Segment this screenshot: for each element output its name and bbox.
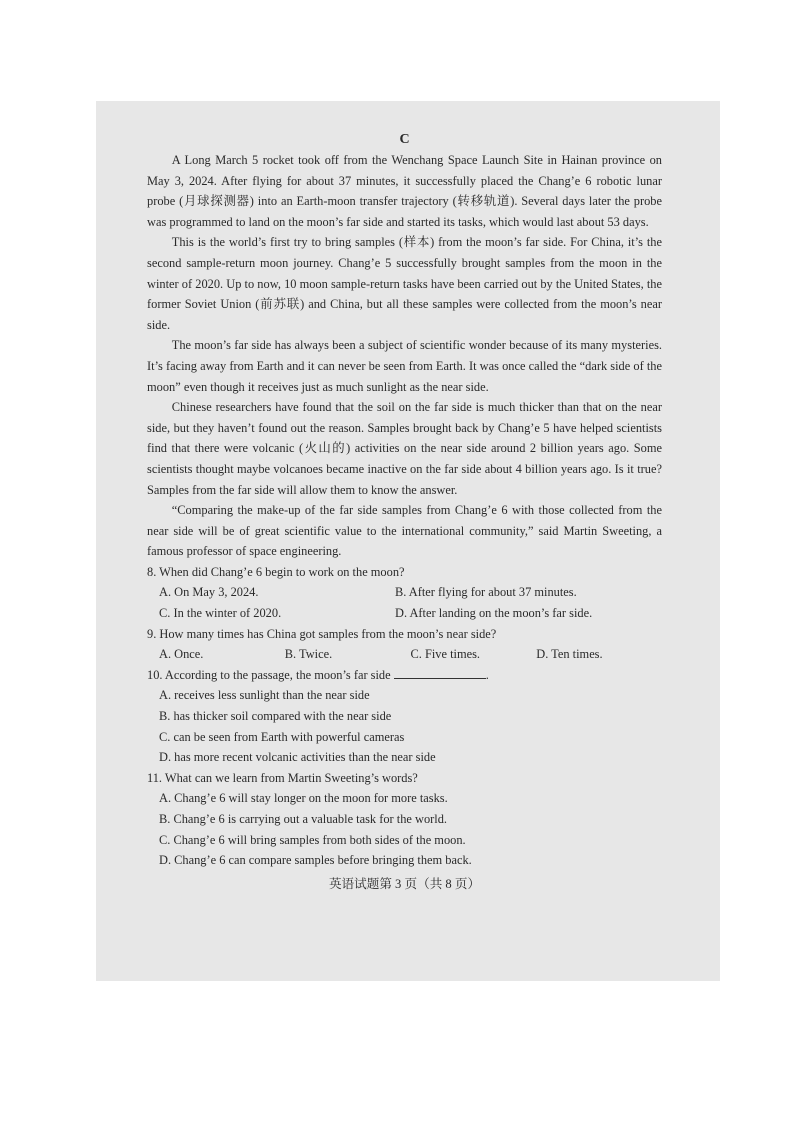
options (147, 644, 662, 665)
passage-paragraph-4: Chinese researchers have found that the soil on the far side is much thicker than that on the near side, but they haven’t found out the reason. Samples brought back by Chang’e 5 have helped scientists find that there were volcanic (火山的) activities on the near side around 2 billion years ago. Some scientists thought maybe volcanoes became inactive on the far side about 4 billion years ago. Is it true? Samples from the far side will allow them to know the answer. (147, 400, 662, 497)
page-footer: 英语试题第 3 页（共 8 页） (328, 876, 481, 891)
option-d: D. Ten times. (536, 647, 603, 662)
option-b: B. has thicker soil compared with the near side (159, 709, 392, 724)
passage-paragraph-1: A Long March 5 rocket took off from the Wenchang Space Launch Site in Hainan province on May 3, 2024. After flying for about 37 minutes, it successfully placed the Chang’e 6 robotic lunar probe (月球探测器) into an Earth-moon transfer trajectory (转移轨道). Several days later the probe was programmed to land on the moon’s far side and started its tasks, which would last about 53 days. (147, 153, 662, 229)
passage-paragraph-2: This is the world’s first try to bring samples (样本) from the moon’s far side. For China, it’s the second sample-return moon journey. Chang’e 5 successfully brought samples from the moon in the winter of 2020. Up to now, 10 moon sample-return tasks have been carried out by the United States, the former Soviet Union (前苏联) and China, but all these samples were collected from the moon’s near side. (147, 235, 662, 332)
section-heading: C (399, 132, 410, 147)
option-a: A. Once. (159, 647, 204, 662)
option-c: C. In the winter of 2020. (159, 606, 282, 621)
question-9 (147, 624, 662, 665)
question-stem: 8. When did Chang’e 6 begin to work on the moon? (147, 564, 405, 579)
options (147, 582, 662, 623)
question-8 (147, 562, 662, 624)
answer-blank (394, 666, 486, 679)
option-a: A. receives less sunlight than the near side (159, 688, 370, 703)
passage-paragraph-3: The moon’s far side has always been a subject of scientific wonder because of its many mysteries. It’s facing away from Earth and it can never be seen from Earth. It was once called the “dark side of the moon” even though it receives just as much sunlight as the near side. (147, 338, 662, 394)
option-c: C. Five times. (410, 647, 481, 662)
question-stem: 11. What can we learn from Martin Sweeting’s words? (147, 770, 418, 785)
option-b: B. Chang’e 6 is carrying out a valuable task for the world. (159, 812, 448, 826)
option-b: B. After flying for about 37 minutes. (395, 585, 577, 600)
question-stem: 9. How many times has China got samples from the moon’s near side? (147, 626, 497, 641)
option-a: A. On May 3, 2024. (159, 585, 259, 600)
option-d: D. After landing on the moon’s far side. (395, 606, 593, 621)
option-c: C. Chang’e 6 will bring samples from both sides of the moon. (159, 832, 466, 847)
exam-page (96, 101, 720, 981)
question-stem-line: 10. According to the passage, the moon’s far side . (147, 667, 489, 682)
option-c: C. can be seen from Earth with powerful cameras (159, 729, 405, 744)
question-10 (147, 665, 662, 768)
question-stem: 10. According to the passage, the moon’s far side (147, 667, 391, 682)
option-d: D. Chang’e 6 can compare samples before bringing them back. (159, 853, 472, 868)
option-b: B. Twice. (284, 647, 333, 662)
question-11 (147, 768, 662, 871)
passage-paragraph-5: “Comparing the make-up of the far side samples from Chang’e 6 with those collected from the near side will be of great scientific value to the international community,” said Martin Sweeting, a famous professor of space engineering. (147, 503, 662, 559)
option-d: D. has more recent volcanic activities than the near side (159, 750, 436, 765)
page-content (147, 131, 662, 894)
option-a: A. Chang’e 6 will stay longer on the moon for more tasks. (159, 791, 448, 806)
